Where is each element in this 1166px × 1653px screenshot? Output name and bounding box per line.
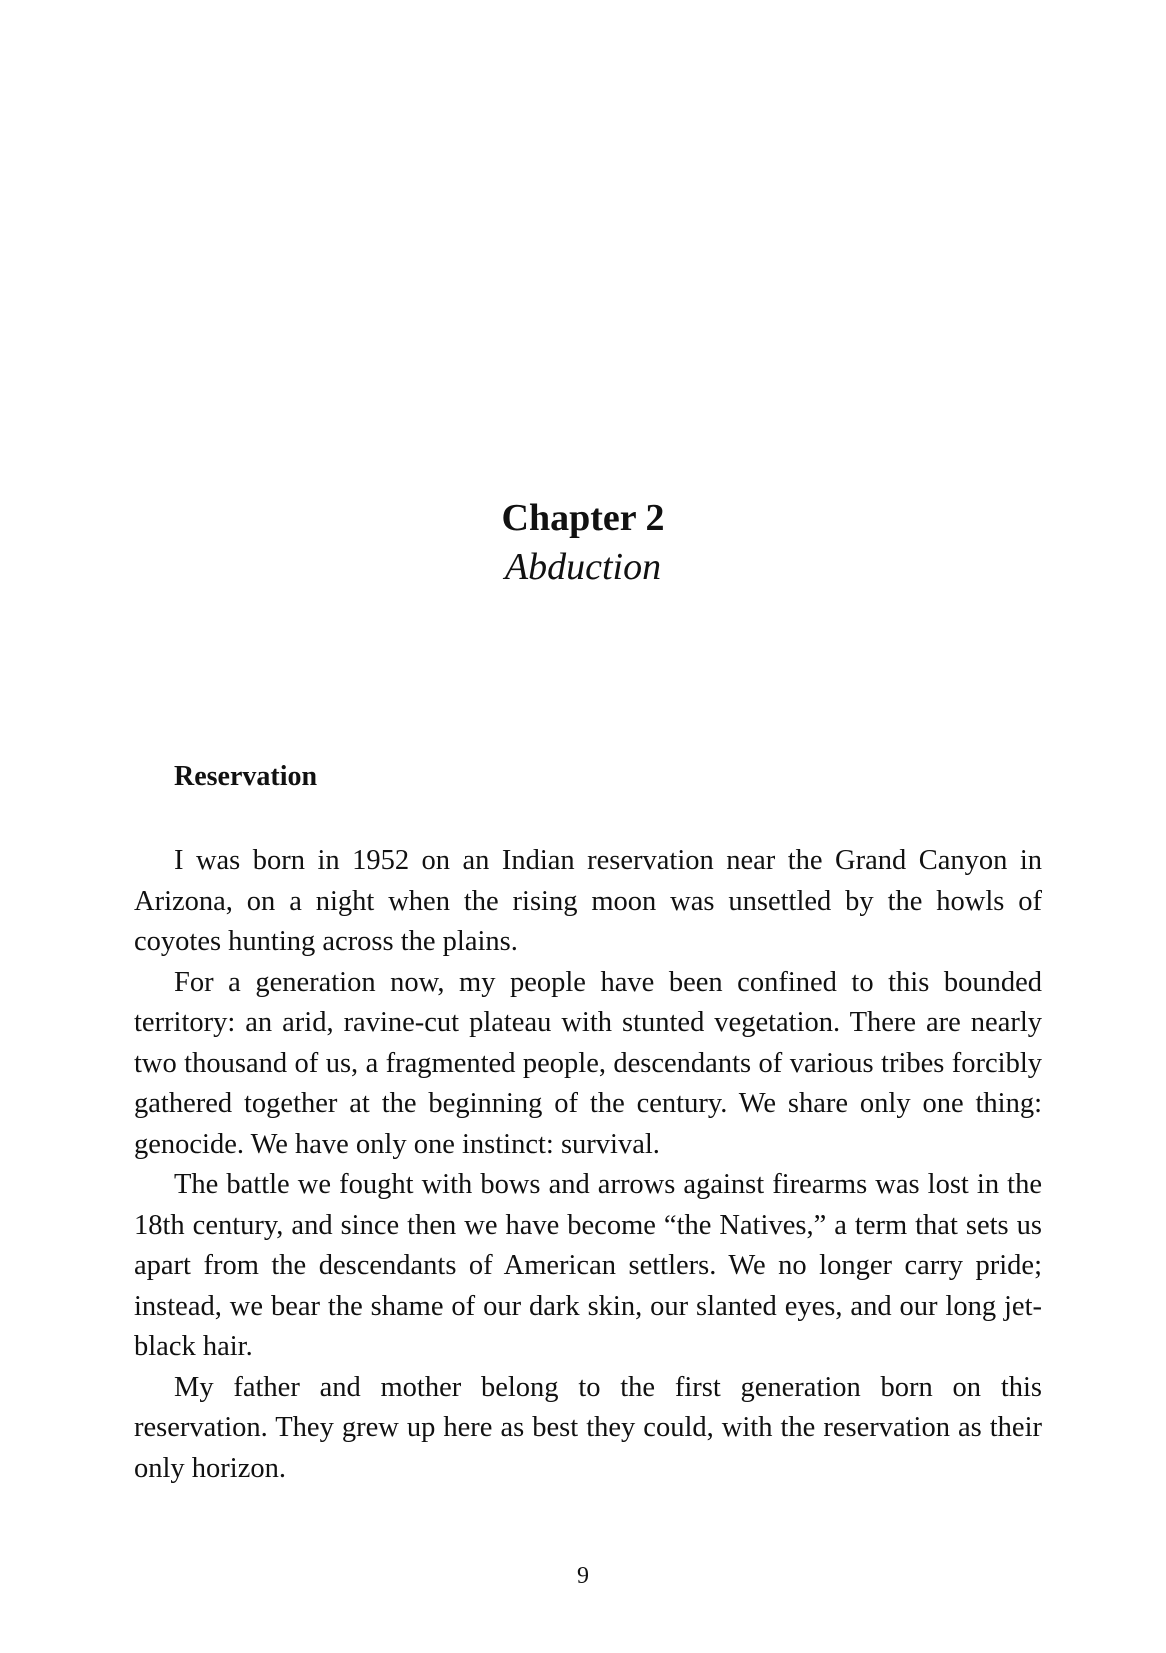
paragraph: My father and mother belong to the first generation born on this reservation. They grew up here as best they could, with the reservation as their only horizon. — [134, 1371, 1042, 1484]
chapter-number: Chapter 2 — [501, 497, 665, 539]
page-number: 9 — [577, 1563, 589, 1589]
paragraph: For a generation now, my people have been confined to this bounded territory: an arid, ravine-cut plateau with stunted vegetation. There are nearly two thousand of us, a fragmented people, descendants of various tribes forcibly gathered together at the beginning of the century. We share only one thing: genocide. We have only one instinct: survival. — [134, 966, 1042, 1160]
chapter-title: Abduction — [504, 546, 662, 588]
paragraph: I was born in 1952 on an Indian reservation near the Grand Canyon in Arizona, on a night when the rising moon was unsettled by the howls of coyotes hunting across the plains. — [134, 845, 1042, 957]
section-heading: Reservation — [174, 761, 318, 792]
paragraph: The battle we fought with bows and arrows against firearms was lost in the 18th century, and since then we have become “the Natives,” a term that sets us apart from the descendants of American settlers. We no longer carry pride; instead, we bear the shame of our dark skin, our slanted eyes, and our long jet-black hair. — [134, 1169, 1042, 1362]
body-text — [134, 841, 1042, 1489]
